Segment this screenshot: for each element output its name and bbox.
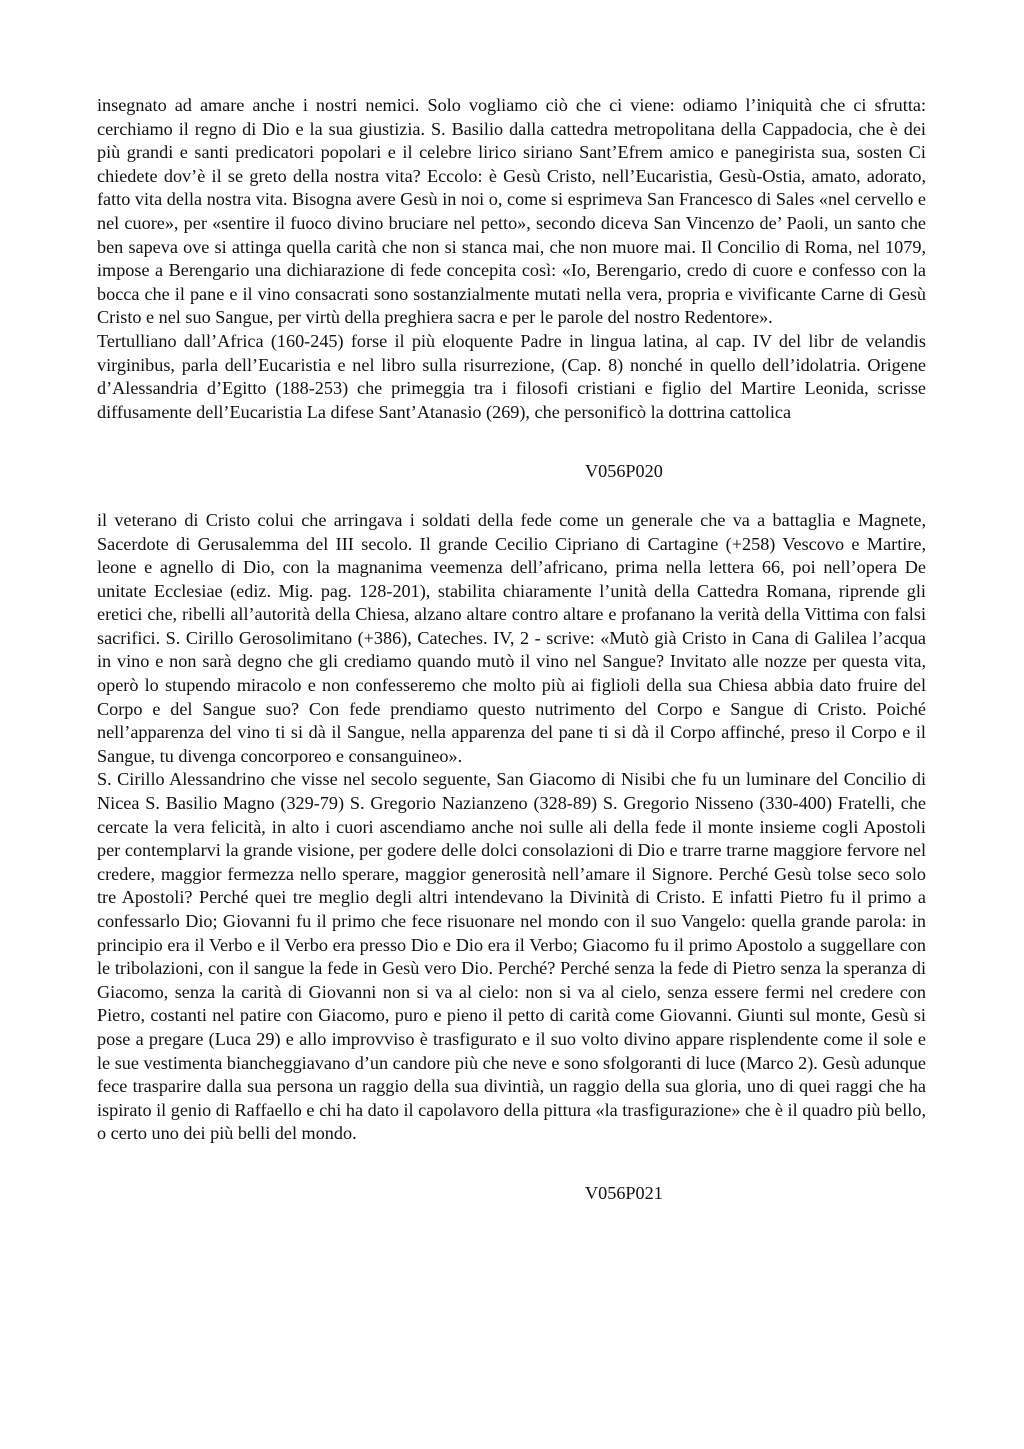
paragraph-2: Tertulliano dall’Africa (160-245) forse il più eloquente Padre in lingua latina, al cap. IV del libr de velandis virginibus, parla dell’Eucaristia e nel libro sulla risurrezione, (Cap. 8) nonché in quello dell’idolatria. Origene d’Alessandria d’Egitto (188-253) che primeggia tra i filosofi cristiani e figlio del Martire Leonida, scrisse diffusamente dell’Eucaristia La difese Sant’Atanasio (269), che personificò la dottrina cattolica (97, 330, 926, 422)
paragraph-3: il veterano di Cristo colui che arringava i soldati della fede come un generale che va a battaglia e Magnete, Sacerdote di Gerusalemma del III secolo. Il grande Cecilio Cipriano di Cartagine (+258) Vescovo e Martire, leone e agnello di Dio, con la magnanima veemenza dell’africano, prima nella lettera 66, poi nell’opera De unitate Ecclesiae (ediz. Mig. pag. 128-201), stabilita chiaramente l’unità della Cattedra Romana, riprende gli eretici che, ribelli all’autorità della Chiesa, alzano altare contro altare e profanano la verità della Vittima con falsi sacrifici. S. Cirillo Gerosolimitano (+386), Cateches. IV, 2 - scrive: «Mutò già Cristo in Cana di Galilea l’acqua in vino e non sarà degno che gli crediamo quando mutò il vino nel Sangue? Invitato alle nozze per questa vita, operò lo stupendo miracolo e non confesseremo che molto più ai figlioli della sua Chiesa abbia dato fruire del Corpo e del Sangue suo? Con fede prendiamo questo nutrimento del Corpo e Sangue di Cristo. Poiché nell’apparenza del vino ti si dà il Sangue, nella apparenza del pane ti si dà il Corpo affinché, preso il Corpo e il Sangue, tu divenga concorporeo e consanguineo». (97, 509, 926, 766)
paragraph-1: insegnato ad amare anche i nostri nemici. Solo vogliamo ciò che ci viene: odiamo l’iniquità che ci sfrutta: cerchiamo il regno di Dio e la sua giustizia. S. Basilio dalla cattedra metropolitana della Cappadocia, che è dei più grandi e santi predicatori popolari e il celebre lirico siriano Sant’Efrem amico e panegirista sua, sosten Ci chiedete dov’è il se greto della nostra vita? Eccolo: è Gesù Cristo, nell’Eucaristia, Gesù-Ostia, amato, adorato, fatto vita della nostra vita. Bisogna avere Gesù in noi o, come si esprimeva San Francesco di Sales «nel cervello e nel cuore», per «sentire il fuoco divino bruciare nel petto», secondo diceva San Vincenzo de’ Paoli, un santo che ben sapeva ove si attinga quella carità che non si stanca mai, che non muore mai. Il Concilio di Roma, nel 1079, impose a Berengario una dichiarazione di fede concepita così: «Io, Berengario, credo di cuore e confesso con la bocca che il pane e il vino consacrati sono sostanzialmente mutati nella vera, propria e vivificante Carne di Gesù Cristo e nel suo Sangue, per virtù della preghiera sacra e per le parole del nostro Redentore». (97, 95, 926, 328)
document-page (97, 94, 926, 1206)
page-code-1: V056P020 (585, 461, 663, 482)
page-code-2: V056P021 (585, 1182, 663, 1203)
paragraph-4: S. Cirillo Alessandrino che visse nel secolo seguente, San Giacomo di Nisibi che fu un luminare del Concilio di Nicea S. Basilio Magno (329-79) S. Gregorio Nazianzeno (328-89) S. Gregorio Nisseno (330-400) Fratelli, che cercate la vera felicità, in alto i cuori ascendiamo anche noi sulle ali della fede il monte insieme cogli Apostoli per contemplarvi la grande visione, per godere delle dolci consolazioni di Dio e trarre trarne maggiore fervore nel credere, maggior fermezza nello sperare, maggior generosità nell’amare il Signore. Perché Gesù tolse seco solo tre Apostoli? Perché quei tre meglio degli altri intendevano la Divinità di Cristo. E infatti Pietro fu il primo a confessarlo Dio; Giovanni fu il primo che fece risuonare nel mondo con il suo Vangelo: quella grande parola: in principio era il Verbo e il Verbo era presso Dio e Dio era il Verbo; Giacomo fu il primo Apostolo a suggellare con le tribolazioni, con il sangue la fede in Gesù vero Dio. Perché? Perché senza la fede di Pietro senza la speranza di Giacomo, senza la carità di Giovanni non si va al cielo: non si va al cielo, senza essere fermi nel credere con Pietro, costanti nel patire con Giacomo, puro e pieno il petto di carità come Giovanni. Giunti sul monte, Gesù si pose a pregare (Luca 29) e allo improvviso è trasfigurato e il suo volto divino appare risplendente come il sole e le sue vestimenta biancheggiavano d’un candore più che neve e sono sfolgoranti di luce (Marco 2). Gesù adunque fece trasparire dalla sua persona un raggio della sua divintià, un raggio della sua gloria, uno di quei raggi che ha ispirato il genio di Raffaello e chi ha dato il capolavoro della pittura «la trasfigurazione» che è il quadro più bello, o certo uno dei più belli del mondo. (97, 769, 926, 1144)
